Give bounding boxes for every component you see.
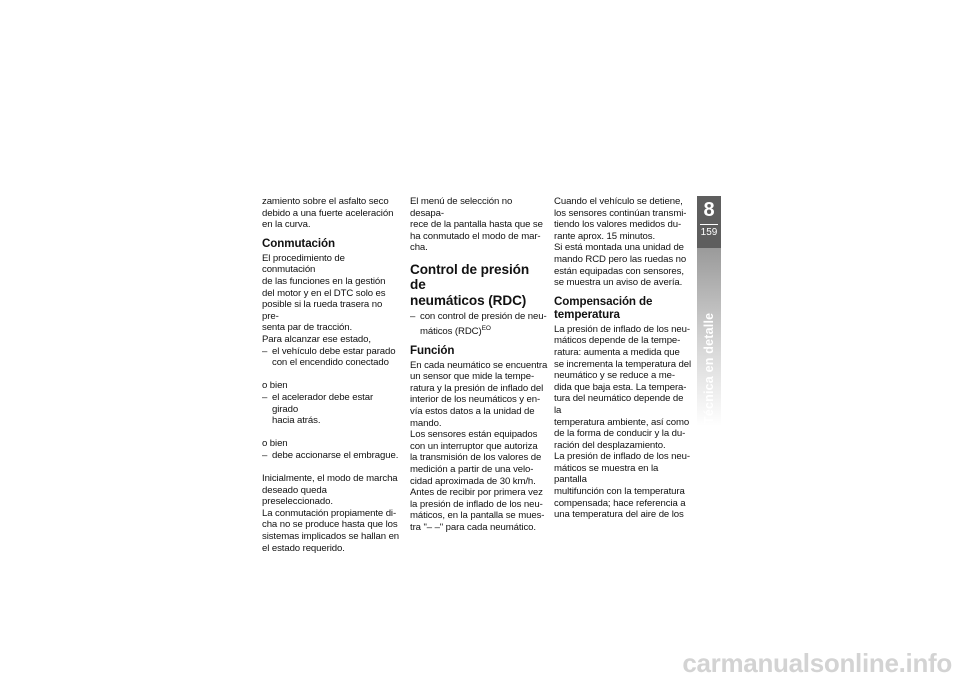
bullet-marker: –	[262, 345, 268, 357]
paragraph: La presión de inflado de los neu- máticos depende de la tempe- ratura: aumenta a medida que se incrementa la temperatura del neumático y se reduce a me- dida que baja esta. La tempera- tura del neumático depende de la temperatura ambiente, así como de la forma de conducir y la du- ración del desplazamiento. La presión de inflado de los neu- máticos se muestra en la pantalla multifunción con la temperatura compensada; hace referencia a una temperatura del aire de los	[554, 323, 692, 521]
text-column-1	[262, 196, 400, 554]
divider	[700, 224, 718, 225]
bullet-item: – debe accionarse el embrague.	[262, 449, 399, 461]
chapter-side-tab	[697, 196, 721, 426]
chapter-title-bar	[697, 248, 721, 426]
page-number: 159	[700, 227, 718, 238]
bullet-item: – el acelerador debe estar girado hacia atrás.	[262, 391, 374, 427]
section-heading-compensacion: Compensación de temperatura	[554, 294, 653, 321]
watermark: carmanualsonline.info	[682, 648, 952, 678]
chapter-number-box	[697, 196, 721, 248]
bullet-item: – con control de presión de neu- máticos (RDC)$^{EO}$	[410, 311, 547, 338]
bullet-marker: –	[262, 391, 268, 403]
section-heading-rdc: Control de presión de neumáticos (RDC)	[410, 261, 530, 308]
chapter-title: Técnica en detalle	[702, 312, 716, 424]
paragraph: En cada neumático se encuentra un sensor que mide la tempe- ratura y la presión de inflado del interior de los neumáticos y en- vía estos datos a la unidad de mando. Los sensores están equipados con un interruptor que autoriza la transmisión de los valores de medición a partir de una velo- cidad aproximada de 30 km/h. Antes de recibir por primera vez la presión de inflado de los neu- máticos, en la pantalla se mues- tra "– –" para cada neumático.	[410, 359, 548, 533]
intro-paragraph: zamiento sobre el asfalto seco debido a una fuerte aceleración en la curva.	[262, 196, 394, 231]
text-column-2	[410, 196, 548, 534]
bullet-marker: –	[410, 311, 416, 323]
or-text: o bien	[262, 438, 288, 450]
subheading-funcion: Función	[410, 343, 455, 357]
bullet-item: – el vehículo debe estar parado con el encendido conectado	[262, 345, 396, 369]
bullet-marker: –	[262, 449, 268, 461]
intro-paragraph: El menú de selección no desapa- rece de la pantalla hasta que se ha conmutado el modo de mar- cha.	[410, 196, 543, 254]
text-column-3	[554, 196, 692, 521]
chapter-number: 8	[703, 199, 715, 221]
or-text: o bien	[262, 380, 288, 392]
paragraph: El procedimiento de conmutación de las funciones en la gestión del motor y en el DTC solo es posible si la rueda trasera no pre- senta par de tracción. Para alcanzar ese estado,	[262, 252, 386, 345]
optional-equipment-marker: EO	[481, 325, 491, 333]
paragraph: Cuando el vehículo se detiene, los sensores continúan transmi- tiendo los valores medidos du- rante aprox. 15 minutos. Si está montada una unidad de mando RCD pero las ruedas no están equipadas con sensores, se muestra un aviso de avería.	[554, 196, 687, 289]
section-heading-conmutacion: Conmutación	[262, 236, 335, 250]
paragraph: Inicialmente, el modo de marcha deseado queda preseleccionado. La conmutación propiamente di- cha no se produce hasta que los sistemas implicados se hallan en el estado requerido.	[262, 473, 400, 554]
